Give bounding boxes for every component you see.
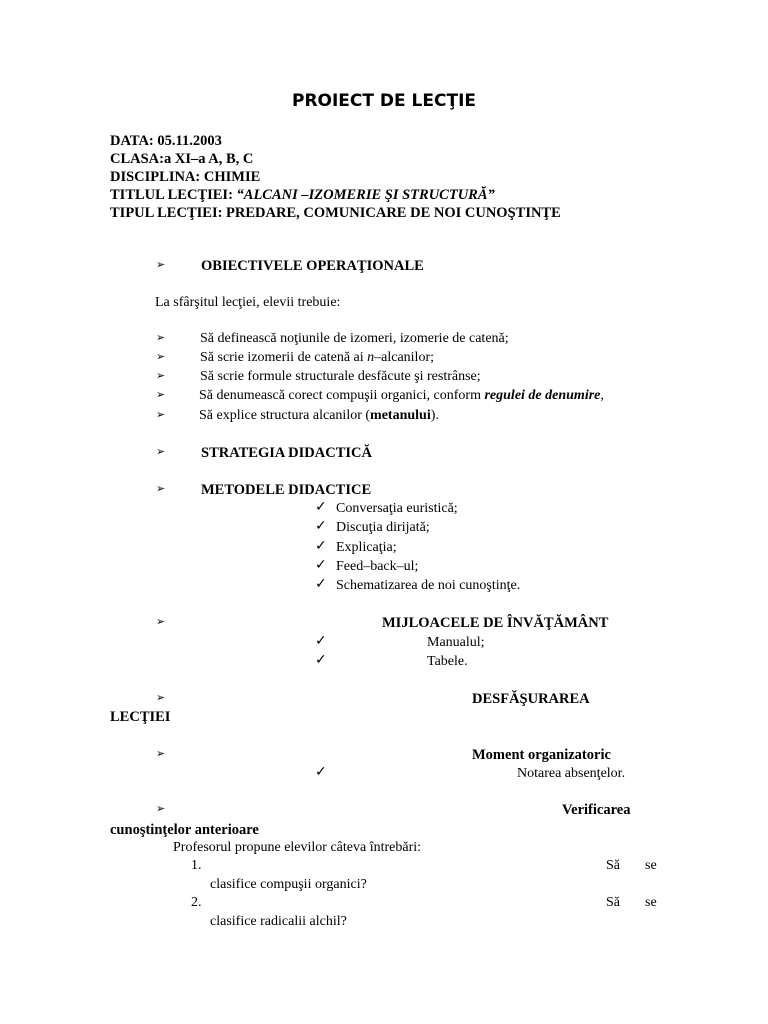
objectives-heading: OBIECTIVELE OPERAŢIONALE [201, 258, 424, 274]
lesson-title-value: “ALCANI –IZOMERIE ŞI STRUCTURĂ” [236, 187, 495, 203]
arrow-bullet-icon: ➢ [156, 350, 166, 363]
arrow-bullet-icon: ➢ [156, 408, 166, 421]
progress-heading-cont: LECŢIEI [110, 709, 171, 725]
objective-item [199, 407, 439, 425]
arrow-bullet-icon: ➢ [156, 747, 166, 760]
question-text: clasifice compuşii organici? [210, 877, 367, 892]
arrow-bullet-icon: ➢ [156, 445, 166, 458]
strategy-heading: STRATEGIA DIDACTICĂ [201, 445, 372, 461]
means-heading: MIJLOACELE DE ÎNVĂŢĂMÂNT [382, 615, 609, 631]
progress-heading: DESFĂŞURAREA [472, 691, 590, 707]
question-word: Să [606, 858, 620, 873]
method-item: Discuţia dirijată; [336, 520, 430, 535]
check-icon: ✓ [315, 538, 327, 554]
method-item: Explicaţia; [336, 540, 397, 555]
means-item: Manualul; [427, 635, 485, 650]
means-item: Tabele. [427, 654, 468, 669]
check-heading: Verificarea [562, 802, 631, 818]
objective-item [199, 387, 604, 405]
arrow-bullet-icon: ➢ [156, 331, 166, 344]
lesson-title-label: TITLUL LECŢIEI: [110, 187, 237, 203]
objective-item: Să definească noţiunile de izomeri, izomerie de catenă; [200, 331, 509, 346]
moment-item: Notarea absenţelor. [517, 766, 626, 781]
check-icon: ✓ [315, 499, 327, 515]
methods-heading: METODELE DIDACTICE [201, 482, 372, 498]
lesson-class: CLASA:a XI–a A, B, C [110, 151, 254, 167]
arrow-bullet-icon: ➢ [156, 482, 166, 495]
question-word: se [645, 858, 657, 873]
objective-text: ). [430, 408, 439, 423]
check-icon: ✓ [315, 557, 327, 573]
check-icon: ✓ [315, 633, 327, 649]
question-number: 2. [191, 895, 202, 910]
objective-emphasis: regulei de denumire [484, 388, 601, 403]
question-word: Să [606, 895, 620, 910]
objective-item [200, 349, 434, 367]
lesson-date: DATA: 05.11.2003 [110, 133, 222, 149]
arrow-bullet-icon: ➢ [156, 802, 166, 815]
question-word: se [645, 895, 657, 910]
check-icon: ✓ [315, 652, 327, 668]
method-item: Conversaţia euristică; [336, 501, 458, 516]
question-number: 1. [191, 858, 202, 873]
check-icon: ✓ [315, 576, 327, 592]
question-text: clasifice radicalii alchil? [210, 914, 347, 929]
method-item: Feed–back–ul; [336, 559, 419, 574]
lesson-type: TIPUL LECŢIEI: PREDARE, COMUNICARE DE NOI CUNOŞTINŢE [110, 205, 561, 221]
lesson-discipline: DISCIPLINA: CHIMIE [110, 169, 261, 185]
objective-text: , [600, 388, 604, 403]
objective-text: Să denumească corect compuşii organici, conform [199, 388, 485, 403]
objective-emphasis: metanului [370, 408, 431, 423]
objective-text: –alcanilor; [374, 350, 435, 365]
moment-heading: Moment organizatoric [472, 747, 611, 763]
objective-text: Să scrie izomerii de catenă ai [200, 350, 368, 365]
arrow-bullet-icon: ➢ [156, 369, 166, 382]
objective-text: Să explice structura alcanilor ( [199, 408, 371, 423]
page-title: PROIECT DE LECŢIE [291, 91, 477, 111]
arrow-bullet-icon: ➢ [156, 258, 166, 271]
objective-italic-n: n [367, 350, 375, 365]
arrow-bullet-icon: ➢ [156, 691, 166, 704]
check-heading-cont: cunoştinţelor anterioare [110, 822, 259, 838]
arrow-bullet-icon: ➢ [156, 615, 166, 628]
objectives-intro: La sfârşitul lecţiei, elevii trebuie: [155, 295, 341, 310]
check-icon: ✓ [315, 764, 327, 780]
arrow-bullet-icon: ➢ [156, 388, 166, 401]
objective-item: Să scrie formule structurale desfăcute şi restrânse; [200, 369, 481, 384]
method-item: Schematizarea de noi cunoştinţe. [336, 578, 521, 593]
lesson-title [110, 186, 495, 204]
check-icon: ✓ [315, 518, 327, 534]
check-intro: Profesorul propune elevilor câteva întrebări: [173, 840, 422, 855]
